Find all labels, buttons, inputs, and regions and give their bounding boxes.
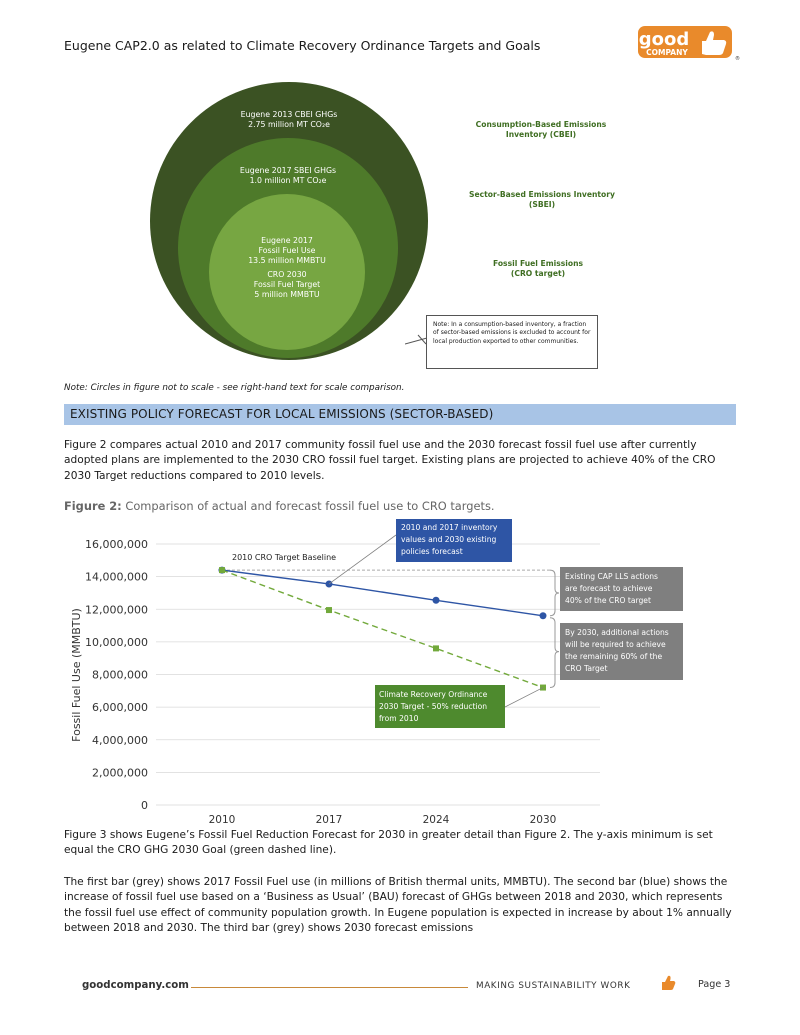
figure2-label: Figure 2: (64, 499, 122, 513)
ff-line4: CRO 2030 (267, 270, 307, 279)
paragraph-figure2-intro: Figure 2 compares actual 2010 and 2017 community fossil fuel use and the 2030 forecast fossil fuel use after currently adopted plans are implemented to the 2030 CRO fossil fuel target. Existing plans are projected to achieve 40% of the CRO 2030 Target reductions compared to 2010 levels. (64, 439, 716, 482)
cbei-line1: Eugene 2013 CBEI GHGs (240, 110, 338, 119)
callout-green-line3: from 2010 (379, 714, 419, 723)
ff-line1: Eugene 2017 (261, 236, 313, 245)
callout-pointer-green (505, 688, 543, 707)
series-2-point (540, 685, 546, 691)
y-tick-label: 8,000,000 (92, 668, 148, 682)
callout-grey1-line1: Existing CAP LLS actions (565, 572, 659, 581)
x-tick-label: 2017 (315, 814, 343, 826)
figure1-note-box: Note: In a consumption-based inventory, a fraction of sector-based emissions is excluded to account for local production exported to other communities. (426, 315, 598, 369)
callout-green-line1: Climate Recovery Ordinance (379, 690, 488, 699)
callout-blue-line2: values and 2030 existing (401, 535, 497, 544)
cbei-line2: 2.75 million MT CO₂e (248, 120, 330, 129)
series-line-2 (222, 570, 543, 687)
x-tick-label: 2010 (208, 814, 236, 826)
y-tick-label: 14,000,000 (85, 570, 148, 584)
logo-sub: COMPANY (646, 48, 688, 57)
y-tick-label: 16,000,000 (85, 538, 148, 551)
logo-word: good (638, 29, 690, 50)
bracket-additional-actions (550, 618, 559, 688)
y-tick-label: 6,000,000 (92, 701, 148, 715)
section-heading: EXISTING POLICY FORECAST FOR LOCAL EMISSIONS (SECTOR-BASED) (64, 404, 736, 425)
fossil-fuel-legend-label (478, 259, 598, 279)
series-1-point (433, 597, 440, 604)
chart-y-axis-label: Fossil Fuel Use (MMBTU) (70, 608, 83, 742)
ff-line3: 13.5 million MMBTU (248, 256, 326, 265)
callout-grey1-line3: 40% of the CRO target (565, 596, 651, 605)
paragraph-figure3-intro: Figure 3 shows Eugene’s Fossil Fuel Reduction Forecast for 2030 in greater detail than Figure 2. The y-axis minimum is set equal the CRO GHG 2030 Goal (green dashed line). (64, 829, 713, 857)
cbei-legend-line2: Inventory (CBEI) (505, 130, 577, 139)
baseline-label: 2010 CRO Target Baseline (232, 553, 337, 563)
callout-blue-line1: 2010 and 2017 inventory (401, 523, 498, 532)
series-2-point (433, 645, 439, 651)
figure2-caption-text: Comparison of actual and forecast fossil fuel use to CRO targets. (121, 499, 495, 513)
ff-legend-line2: (CRO target) (510, 269, 566, 278)
ff-legend-line1: Fossil Fuel Emissions (492, 259, 584, 268)
y-tick-label: 2,000,000 (92, 766, 148, 780)
callout-grey-existing (560, 567, 683, 611)
cbei-legend-line1: Consumption-Based Emissions (475, 120, 607, 129)
footer-page-number: Page 3 (698, 979, 731, 990)
logo-registered: ® (735, 56, 740, 62)
callout-grey1-line2: are forecast to achieve (565, 584, 653, 593)
x-tick-label: 2030 (529, 814, 557, 826)
callout-green-line2: 2030 Target - 50% reduction (379, 702, 488, 711)
document-header-title: Eugene CAP2.0 as related to Climate Recovery Ordinance Targets and Goals (64, 38, 541, 53)
cbei-legend-label (466, 120, 616, 140)
y-tick-label: 0 (141, 799, 148, 812)
footer-thumbs-up-icon (660, 975, 676, 991)
sbei-legend-label (462, 190, 622, 210)
footer-website-link[interactable]: goodcompany.com (82, 980, 189, 991)
series-1-point (326, 580, 333, 587)
callout-grey2-line1: By 2030, additional actions (565, 628, 669, 637)
y-tick-label: 4,000,000 (92, 733, 148, 747)
sbei-circle-label (188, 166, 388, 186)
footer-tagline: MAKING SUSTAINABILITY WORK (476, 981, 631, 991)
callout-blue (396, 519, 512, 562)
figure2-caption (64, 499, 495, 513)
fossil-fuel-circle-label (187, 236, 387, 300)
ff-line6: 5 million MMBTU (254, 290, 320, 299)
sbei-legend-line1: Sector-Based Emissions Inventory (469, 190, 615, 199)
y-tick-label: 10,000,000 (85, 635, 148, 649)
sbei-line2: 1.0 million MT CO₂e (249, 176, 327, 185)
cbei-circle-label (189, 110, 389, 130)
callout-grey2-line4: CRO Target (565, 664, 608, 673)
series-2-point (326, 607, 332, 613)
figure2-line-chart (60, 515, 750, 835)
callout-grey2-line3: the remaining 60% of the (565, 652, 663, 661)
callout-blue-line3: policies forecast (401, 547, 463, 556)
footer-divider (191, 987, 468, 988)
ff-line2: Fossil Fuel Use (258, 246, 316, 255)
sbei-line1: Eugene 2017 SBEI GHGs (239, 166, 337, 175)
y-tick-label: 12,000,000 (85, 603, 148, 617)
series-1-point (540, 612, 547, 619)
series-2-point (219, 567, 225, 573)
callout-grey2-line2: will be required to achieve (565, 640, 666, 649)
good-company-logo (636, 24, 740, 62)
x-tick-label: 2024 (422, 814, 450, 826)
ff-line5: Fossil Fuel Target (253, 280, 321, 289)
sbei-legend-line2: (SBEI) (528, 200, 556, 209)
callout-grey-additional (560, 623, 683, 680)
figure1-scale-note: Note: Circles in figure not to scale - see right-hand text for scale comparison. (64, 383, 405, 393)
paragraph-figure3-detail: The first bar (grey) shows 2017 Fossil Fuel use (in millions of British thermal units, MMBTU). The second bar (blue) shows the increase of fossil fuel use based on a ‘Business as Usual’ (BAU) forecast of GHGs between 2018 and 2030, which represents the fossil fuel use effect of community population growth. In Eugene population is expected in increase by about 1% annually between 2018 and 2030. The third bar (grey) shows 2030 forecast emissions (64, 876, 732, 935)
callout-green (375, 685, 505, 728)
